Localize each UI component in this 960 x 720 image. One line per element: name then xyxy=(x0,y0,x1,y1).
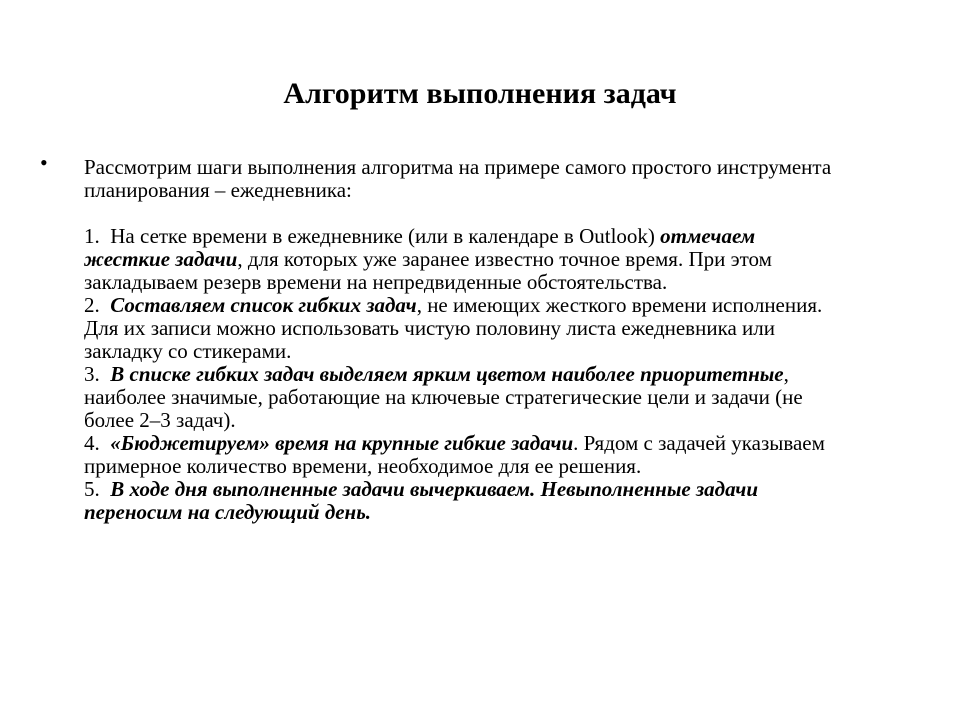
step-2-line-1 xyxy=(84,294,944,317)
step-1-emphasis: отмечаем xyxy=(660,224,756,248)
step-2-number: 2. xyxy=(84,293,100,317)
step-3-number: 3. xyxy=(84,362,100,386)
step-5-line-1 xyxy=(84,478,944,501)
step-1-emphasis-cont: жесткие задачи xyxy=(84,247,238,271)
step-2-emphasis: Составляем список гибких задач xyxy=(110,293,417,317)
step-1-number: 1. xyxy=(84,224,100,248)
intro-line-1: Рассмотрим шаги выполнения алгоритма на примере самого простого инструмента xyxy=(84,155,832,179)
step-1-line-1 xyxy=(84,225,944,248)
step-2-line-2: Для их записи можно использовать чистую половину листа ежедневника или xyxy=(84,316,775,340)
step-2-line-3: закладку со стикерами. xyxy=(84,339,292,363)
step-3-text: , xyxy=(783,362,789,386)
step-4-number: 4. xyxy=(84,431,100,455)
step-4-emphasis: «Бюджетируем» время на крупные гибкие задачи xyxy=(110,431,574,455)
step-1-text-cont: , для которых уже заранее известно точное время. При этом xyxy=(237,247,772,271)
step-5-number: 5. xyxy=(84,477,100,501)
step-4-line-1 xyxy=(84,432,944,455)
step-1-line-3: закладываем резерв времени на непредвиденные обстоятельства. xyxy=(84,270,668,294)
step-3-line-1 xyxy=(84,363,944,386)
spacer xyxy=(84,202,944,225)
step-5-emphasis: В ходе дня выполненные задачи вычеркиваем. Невыполненные задачи xyxy=(110,477,759,501)
slide-title: Алгоритм выполнения задач xyxy=(283,77,677,110)
step-4-line-2: примерное количество времени, необходимое для ее решения. xyxy=(84,454,642,478)
intro-line-2: планирования – ежедневника: xyxy=(84,178,352,202)
bullet-marker: • xyxy=(40,150,48,175)
step-3-line-3: более 2–3 задач). xyxy=(84,408,236,432)
step-3-emphasis: В списке гибких задач выделяем ярким цветом наиболее приоритетные xyxy=(110,362,784,386)
step-5-line-2: переносим на следующий день. xyxy=(84,500,372,524)
step-1-text: На сетке времени в ежедневнике (или в календаре в Outlook) xyxy=(110,224,655,248)
step-2-text: , не имеющих жесткого времени исполнения. xyxy=(416,293,823,317)
step-4-text: . Рядом с задачей указываем xyxy=(573,431,825,455)
step-3-line-2: наиболее значимые, работающие на ключевые стратегические цели и задачи (не xyxy=(84,385,803,409)
slide-body xyxy=(84,156,944,524)
step-1-line-2 xyxy=(84,248,944,271)
